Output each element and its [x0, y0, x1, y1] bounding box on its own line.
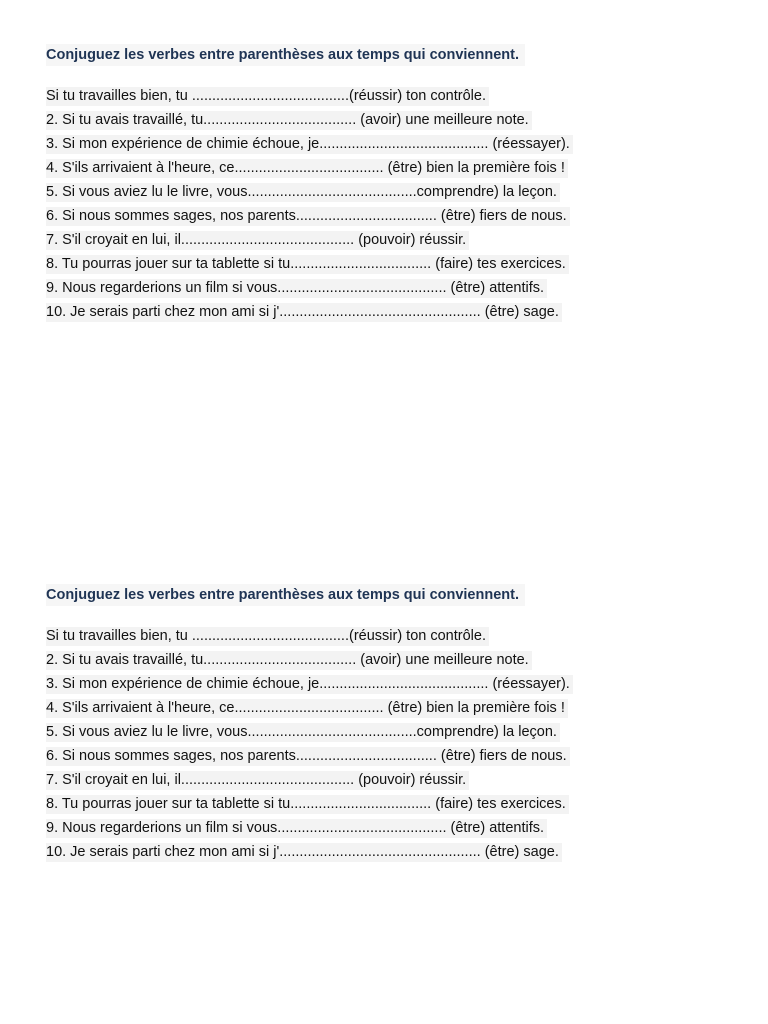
exercise-item: [46, 792, 686, 816]
exercise-item-text: 9. Nous regarderions un film si vous.......................................... (être) attentifs.: [46, 819, 547, 838]
exercise-item: [46, 252, 686, 276]
exercise-item-text: Si tu travailles bien, tu .......................................(réussir) ton contrôle.: [46, 87, 489, 106]
exercise-item-text: 6. Si nous sommes sages, nos parents................................... (être) fiers de nous.: [46, 747, 570, 766]
exercise-list: [46, 84, 686, 324]
exercise-item-text: 10. Je serais parti chez mon ami si j'.................................................. (être) sage.: [46, 843, 562, 862]
exercise-item: [46, 816, 686, 840]
exercise-item-text: 7. S'il croyait en lui, il........................................... (pouvoir) réussir.: [46, 771, 469, 790]
exercise-item-text: 5. Si vous aviez lu le livre, vous..........................................comprendre) la leçon.: [46, 183, 560, 202]
exercise-block-1: [46, 44, 686, 324]
exercise-item: [46, 108, 686, 132]
exercise-item: [46, 720, 686, 744]
exercise-item-text: 8. Tu pourras jouer sur ta tablette si tu................................... (faire) tes exercices.: [46, 795, 569, 814]
exercise-item-text: 4. S'ils arrivaient à l'heure, ce..................................... (être) bien la première fois !: [46, 699, 568, 718]
exercise-item-text: Si tu travailles bien, tu .......................................(réussir) ton contrôle.: [46, 627, 489, 646]
exercise-item-text: 3. Si mon expérience de chimie échoue, je.......................................... (réessayer).: [46, 135, 573, 154]
exercise-list: [46, 624, 686, 864]
exercise-item: [46, 228, 686, 252]
exercise-item-text: 6. Si nous sommes sages, nos parents................................... (être) fiers de nous.: [46, 207, 570, 226]
exercise-item-text: 4. S'ils arrivaient à l'heure, ce..................................... (être) bien la première fois !: [46, 159, 568, 178]
exercise-item-text: 2. Si tu avais travaillé, tu...................................... (avoir) une meilleure note.: [46, 651, 532, 670]
exercise-block-2: [46, 584, 686, 864]
exercise-item-text: 2. Si tu avais travaillé, tu...................................... (avoir) une meilleure note.: [46, 111, 532, 130]
exercise-item: [46, 300, 686, 324]
exercise-item: [46, 204, 686, 228]
exercise-item: [46, 840, 686, 864]
exercise-item: [46, 672, 686, 696]
exercise-item: [46, 180, 686, 204]
exercise-item: [46, 624, 686, 648]
exercise-item-text: 8. Tu pourras jouer sur ta tablette si tu................................... (faire) tes exercices.: [46, 255, 569, 274]
exercise-item: [46, 276, 686, 300]
exercise-item-text: 9. Nous regarderions un film si vous.......................................... (être) attentifs.: [46, 279, 547, 298]
exercise-item: [46, 744, 686, 768]
exercise-item: [46, 768, 686, 792]
exercise-item: [46, 156, 686, 180]
exercise-item: [46, 132, 686, 156]
exercise-title: Conjuguez les verbes entre parenthèses aux temps qui conviennent.: [46, 584, 525, 606]
exercise-item-text: 7. S'il croyait en lui, il........................................... (pouvoir) réussir.: [46, 231, 469, 250]
exercise-title: Conjuguez les verbes entre parenthèses aux temps qui conviennent.: [46, 44, 525, 66]
exercise-item-text: 3. Si mon expérience de chimie échoue, je.......................................... (réessayer).: [46, 675, 573, 694]
exercise-item: [46, 84, 686, 108]
exercise-item-text: 5. Si vous aviez lu le livre, vous..........................................comprendre) la leçon.: [46, 723, 560, 742]
exercise-item: [46, 648, 686, 672]
exercise-item: [46, 696, 686, 720]
exercise-item-text: 10. Je serais parti chez mon ami si j'.................................................. (être) sage.: [46, 303, 562, 322]
